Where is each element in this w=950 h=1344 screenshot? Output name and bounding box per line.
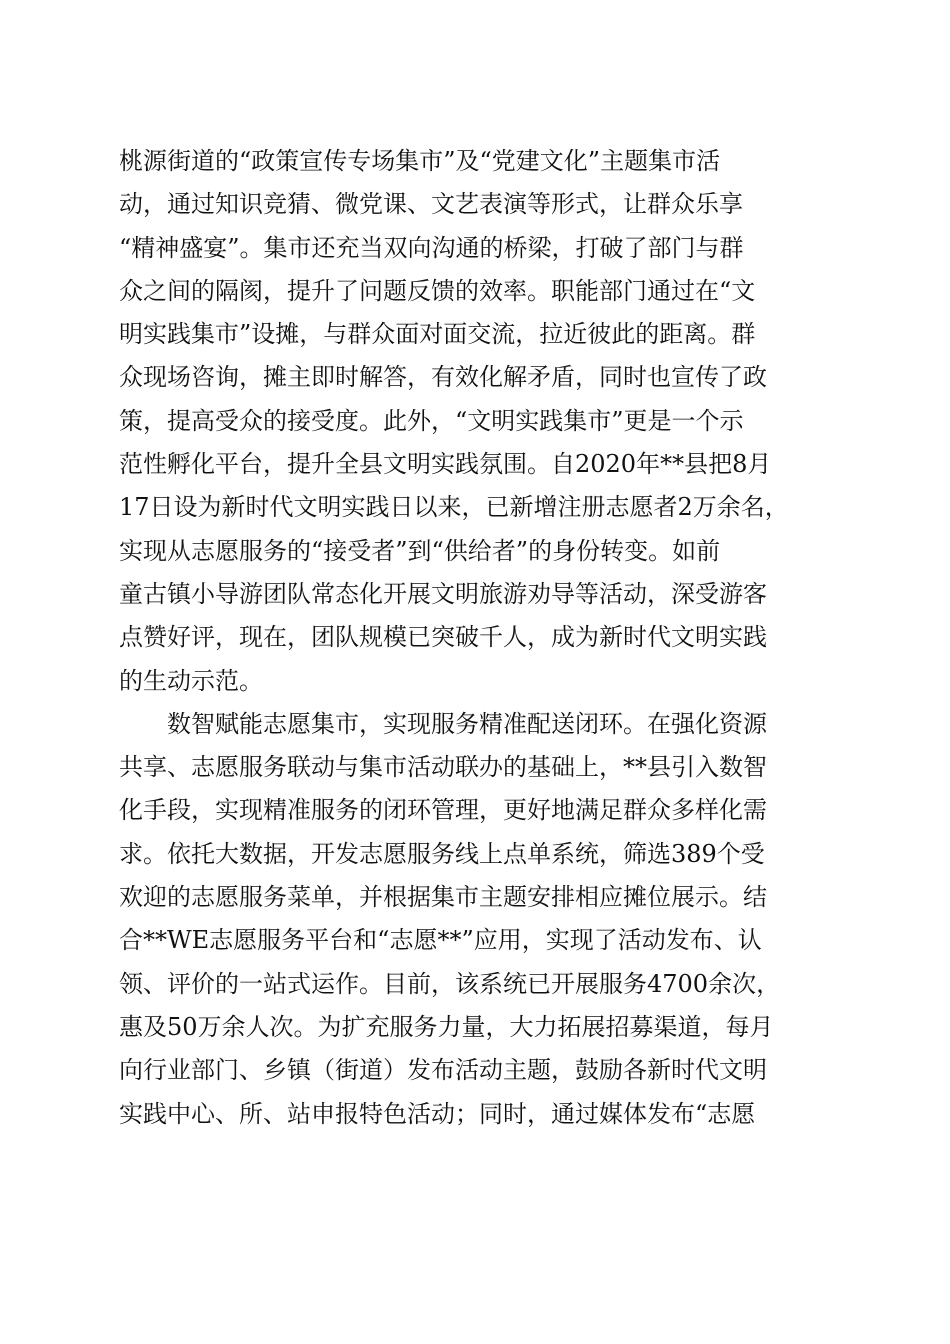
text-line: 桃源街道的“政策宣传专场集市”及“党建文化”主题集市活: [119, 147, 721, 175]
text-line: 欢迎的志愿服务菜单，并根据集市主题安排相应摊位展示。结: [119, 883, 767, 912]
text-line: 策，提高受众的接受度。此外，“文明实践集市”更是一个示: [119, 406, 744, 435]
text-line: 惠及50万余人次。为扩充服务力量，大力拓展招募渠道，每月: [119, 1012, 774, 1041]
text-line: 众现场咨询，摊主即时解答，有效化解矛盾，同时也宣传了政: [119, 363, 767, 392]
text-line: 点赞好评，现在，团队规模已突破千人，成为新时代文明实践: [119, 623, 767, 652]
text-line: 的生动示范。: [119, 666, 263, 695]
text-line: 17日设为新时代文明实践日以来，已新增注册志愿者2万余名，: [119, 493, 789, 522]
paragraph-2: [119, 703, 831, 1136]
paragraph-1: [119, 140, 831, 703]
text-line: 童古镇小导游团队常态化开展文明旅游劝导等活动，深受游客: [119, 579, 767, 608]
text-line: 动，通过知识竞猜、微党课、文艺表演等形式，让群众乐享: [119, 190, 743, 219]
text-line: 向行业部门、乡镇（街道）发布活动主题，鼓励各新时代文明: [119, 1056, 767, 1085]
text-line: 化手段，实现精准服务的闭环管理，更好地满足群众多样化需: [119, 796, 767, 825]
text-line: 合**WE志愿服务平台和“志愿**”应用，实现了活动发布、认: [119, 926, 762, 955]
body-text: [119, 140, 831, 1136]
text-line: 实践中心、所、站申报特色活动；同时，通过媒体发布“志愿: [119, 1099, 756, 1128]
text-line: “精神盛宴”。集市还充当双向沟通的桥梁，打破了部门与群: [119, 233, 744, 262]
text-line: 众之间的隔阂，提升了问题反馈的效率。职能部门通过在“文: [119, 276, 756, 305]
text-line: 数智赋能志愿集市，实现服务精准配送闭环。在强化资源: [167, 709, 767, 738]
text-line: 实现从志愿服务的“接受者”到“供给者”的身份转变。如前: [119, 536, 721, 565]
text-line: 明实践集市”设摊，与群众面对面交流，拉近彼此的距离。群: [119, 320, 756, 349]
text-line: 范性孵化平台，提升全县文明实践氛围。自2020年**县把8月: [119, 450, 772, 479]
text-line: 求。依托大数据，开发志愿服务线上点单系统，筛选389个受: [119, 839, 765, 868]
text-line: 领、评价的一站式运作。目前，该系统已开展服务4700余次，: [119, 969, 781, 998]
text-line: 共享、志愿服务联动与集市活动联办的基础上，**县引入数智: [119, 753, 767, 782]
